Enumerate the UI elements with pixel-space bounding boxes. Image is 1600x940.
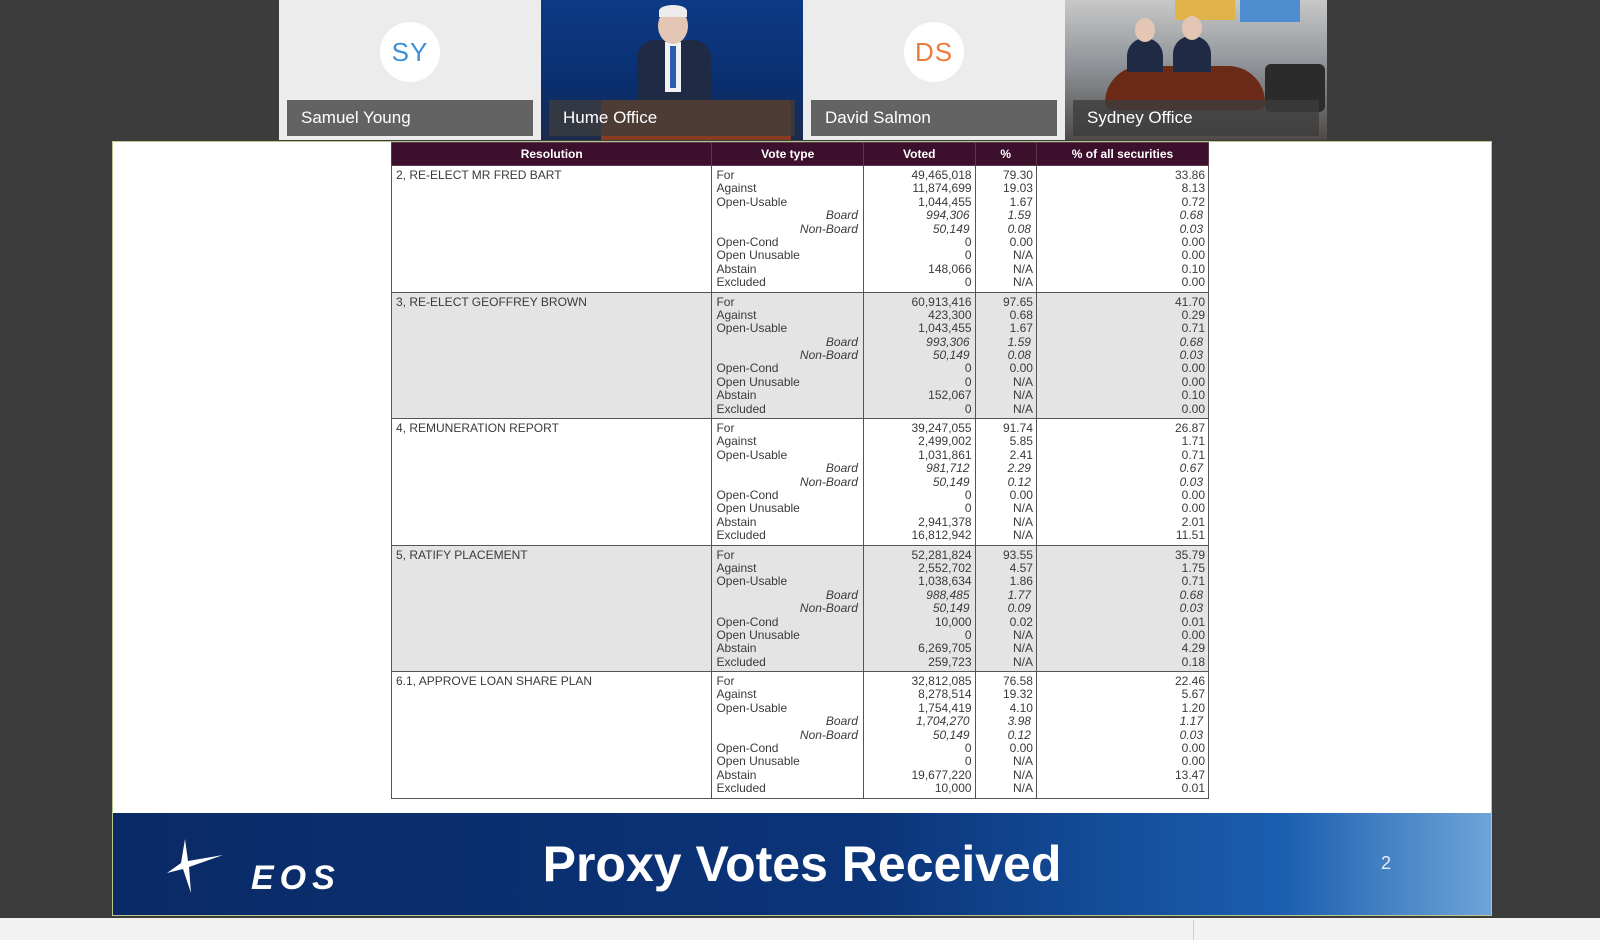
vote-type-cell-value: Non-Board	[799, 475, 858, 489]
percent-all-cell-value: 4.29	[1181, 642, 1205, 656]
slide-title: Proxy Votes Received	[542, 836, 1062, 892]
percent-cell-value: 0.00	[1009, 742, 1033, 756]
percent-cell-value: 0.68	[1009, 308, 1033, 322]
percent-all-cell	[1036, 292, 1208, 419]
percent-cell-value: 79.30	[1002, 169, 1033, 182]
voted-cell-value: 0	[964, 755, 972, 769]
vote-type-cell-value: Open-Cond	[716, 488, 779, 502]
voted-cell-value: 1,043,455	[918, 322, 972, 336]
percent-all-cell-value: 26.87	[1174, 422, 1205, 436]
vote-type-cell-value: For	[716, 422, 735, 436]
vote-type-cell-value: Against	[716, 435, 757, 449]
vote-type-cell-value: Open Unusable	[716, 628, 800, 642]
voted-cell-value: 0	[964, 742, 972, 756]
voted-cell-value: 0	[964, 276, 972, 290]
vote-type-cell-value: Open-Usable	[716, 701, 788, 715]
vote-type-cell-value: Abstain	[716, 642, 757, 656]
vote-type-cell-value: Against	[716, 688, 757, 702]
vote-type-cell-value: Non-Board	[799, 222, 858, 236]
percent-all-cell-value: 0.00	[1181, 362, 1205, 376]
resolution-name: 2, RE-ELECT MR FRED BART	[396, 168, 562, 182]
vote-type-cell-value: Board	[825, 715, 858, 729]
avatar: SY	[380, 22, 440, 82]
participant-tile-hume-office[interactable]	[541, 0, 803, 140]
voted-cell-value: 423,300	[928, 308, 972, 322]
vote-type-cell-value: Abstain	[716, 768, 757, 782]
proxy-votes-table	[391, 142, 1209, 799]
percent-cell-value: 76.58	[1002, 675, 1033, 689]
table-body	[392, 166, 1209, 799]
participant-tile-sydney-office[interactable]	[1065, 0, 1327, 140]
participant-tile-david-salmon[interactable]	[803, 0, 1065, 140]
column-header-vote-type: Vote type	[712, 143, 864, 166]
voted-cell-value: 50,149	[932, 349, 970, 363]
vote-type-cell-value: Open-Usable	[716, 575, 788, 589]
voted-cell-value: 50,149	[932, 602, 970, 616]
percent-all-cell-value: 0.00	[1181, 628, 1205, 642]
percent-all-cell-value: 0.72	[1181, 195, 1205, 209]
percent-all-cell-value: 0.71	[1181, 448, 1205, 462]
voted-cell-value: 1,044,455	[918, 195, 972, 209]
percent-all-cell-value: 0.00	[1181, 755, 1205, 769]
vote-type-cell-value: For	[716, 169, 735, 182]
percent-cell-value: 1.59	[1007, 335, 1031, 349]
participant-name: Hume Office	[549, 100, 795, 136]
voted-cell-value: 39,247,055	[911, 422, 972, 436]
percent-all-cell-value: 0.03	[1179, 349, 1203, 363]
slide-banner	[113, 813, 1491, 915]
table-row	[392, 166, 1209, 293]
voted-cell-value: 16,812,942	[911, 529, 972, 543]
percent-all-cell-value: 0.00	[1181, 502, 1205, 516]
percent-all-cell-value: 0.68	[1179, 209, 1203, 223]
percent-cell-value: N/A	[1012, 249, 1033, 263]
voted-cell-value: 52,281,824	[911, 548, 972, 562]
percent-cell-value: 93.55	[1002, 548, 1033, 562]
vote-type-cell-value: For	[716, 548, 735, 562]
percent-all-cell-value: 33.86	[1174, 169, 1205, 182]
voted-cell-value: 0	[964, 628, 972, 642]
column-header-percent: %	[975, 143, 1036, 166]
vote-type-cell-value: Abstain	[716, 515, 757, 529]
vote-type-cell-value: Against	[716, 182, 757, 196]
percent-cell	[975, 166, 1036, 293]
voted-cell-value: 32,812,085	[911, 675, 972, 689]
vote-type-cell-value: Excluded	[716, 402, 766, 416]
percent-cell-value: 0.00	[1009, 362, 1033, 376]
voted-cell-value: 259,723	[928, 655, 972, 669]
percent-cell-value: 19.32	[1002, 688, 1033, 702]
percent-all-cell-value: 0.03	[1179, 222, 1203, 236]
percent-cell-value: 19.03	[1002, 182, 1033, 196]
voted-cell-value: 993,306	[926, 335, 970, 349]
table-row	[392, 672, 1209, 799]
vote-type-cell-value: Open-Usable	[716, 322, 788, 336]
voted-cell-value: 0	[964, 235, 972, 249]
percent-all-cell-value: 0.00	[1181, 276, 1205, 290]
percent-all-cell-value: 0.67	[1179, 462, 1203, 476]
voted-cell-value: 988,485	[926, 588, 970, 602]
bottom-toolbar	[0, 918, 1600, 940]
vote-type-cell-value: Abstain	[716, 262, 757, 276]
percent-all-cell-value: 22.46	[1174, 675, 1205, 689]
vote-type-cell-value: Open-Cond	[716, 362, 779, 376]
resolution-cell	[392, 545, 712, 672]
percent-all-cell-value: 0.00	[1181, 235, 1205, 249]
vote-type-cell-value: Excluded	[716, 782, 766, 796]
percent-all-cell	[1036, 419, 1208, 546]
percent-cell-value: N/A	[1012, 276, 1033, 290]
divider	[1193, 920, 1194, 940]
voted-cell-value: 1,031,861	[918, 448, 972, 462]
voted-cell-value: 50,149	[932, 475, 970, 489]
voted-cell-value: 1,704,270	[916, 715, 970, 729]
voted-cell-value: 994,306	[926, 209, 970, 223]
percent-cell-value: N/A	[1012, 628, 1033, 642]
percent-all-cell-value: 2.01	[1181, 515, 1205, 529]
percent-all-cell-value: 1.71	[1181, 435, 1205, 449]
table-header-row	[392, 143, 1209, 166]
resolution-cell	[392, 419, 712, 546]
percent-cell-value: N/A	[1012, 655, 1033, 669]
resolution-name: 3, RE-ELECT GEOFFREY BROWN	[396, 294, 587, 309]
participant-tile-samuel-young[interactable]	[279, 0, 541, 140]
percent-cell-value: 91.74	[1002, 422, 1033, 436]
vote-type-cell-value: Non-Board	[799, 349, 858, 363]
percent-all-cell-value: 0.68	[1179, 588, 1203, 602]
vote-type-cell-value: Open Unusable	[716, 249, 800, 263]
voted-cell-value: 6,269,705	[918, 642, 972, 656]
percent-cell-value: N/A	[1012, 782, 1033, 796]
percent-all-cell-value: 0.68	[1179, 335, 1203, 349]
percent-cell-value: 4.10	[1009, 701, 1033, 715]
percent-cell-value: 1.86	[1009, 575, 1033, 589]
vote-type-cell	[712, 419, 864, 546]
vote-type-cell-value: Open-Usable	[716, 195, 788, 209]
voted-cell-value: 10,000	[934, 782, 972, 796]
page-number: 2	[1380, 853, 1391, 873]
percent-all-cell-value: 13.47	[1174, 768, 1205, 782]
percent-cell-value: 5.85	[1009, 435, 1033, 449]
table-row	[392, 419, 1209, 546]
percent-cell-value: 1.77	[1007, 588, 1031, 602]
percent-cell	[975, 419, 1036, 546]
percent-cell-value: 1.67	[1009, 195, 1033, 209]
vote-type-cell-value: Non-Board	[799, 728, 858, 742]
percent-all-cell-value: 1.17	[1179, 715, 1203, 729]
percent-cell-value: 0.12	[1007, 475, 1031, 489]
percent-all-cell	[1036, 545, 1208, 672]
voted-cell-value: 2,552,702	[918, 561, 972, 575]
percent-all-cell-value: 0.29	[1181, 308, 1205, 322]
percent-cell-value: N/A	[1012, 402, 1033, 416]
resolution-name: 6.1, APPROVE LOAN SHARE PLAN	[396, 674, 593, 689]
percent-all-cell-value: 1.20	[1181, 701, 1205, 715]
percent-cell-value: N/A	[1012, 529, 1033, 543]
vote-type-cell-value: For	[716, 295, 735, 309]
percent-cell-value: 0.09	[1007, 602, 1031, 616]
percent-cell	[975, 545, 1036, 672]
voted-cell-value: 50,149	[932, 728, 970, 742]
voted-cell-value: 11,874,699	[912, 182, 972, 196]
vote-type-cell-value: Open-Cond	[716, 235, 779, 249]
percent-cell-value: N/A	[1012, 389, 1033, 403]
vote-type-cell-value: Excluded	[716, 276, 766, 290]
resolution-cell	[392, 672, 712, 799]
percent-cell-value: N/A	[1012, 502, 1033, 516]
percent-all-cell-value: 41.70	[1174, 295, 1205, 309]
percent-cell-value: 0.12	[1007, 728, 1031, 742]
voted-cell	[863, 419, 975, 546]
vote-type-cell	[712, 545, 864, 672]
percent-all-cell-value: 0.71	[1181, 575, 1205, 589]
percent-all-cell-value: 0.00	[1181, 375, 1205, 389]
percent-cell-value: N/A	[1012, 755, 1033, 769]
percent-all-cell-value: 0.18	[1181, 655, 1205, 669]
percent-cell-value: N/A	[1012, 375, 1033, 389]
vote-type-cell-value: Open-Cond	[716, 742, 779, 756]
percent-cell-value: N/A	[1012, 768, 1033, 782]
vote-type-cell-value: Against	[716, 561, 757, 575]
column-header-resolution: Resolution	[392, 143, 712, 166]
percent-all-cell-value: 0.01	[1181, 782, 1205, 796]
percent-all-cell-value: 0.03	[1179, 602, 1203, 616]
percent-all-cell-value: 8.13	[1181, 182, 1205, 196]
voted-cell-value: 1,038,634	[918, 575, 972, 589]
participant-name: Sydney Office	[1073, 100, 1319, 136]
percent-all-cell-value: 0.00	[1181, 742, 1205, 756]
resolution-name: 5, RATIFY PLACEMENT	[396, 547, 528, 562]
vote-type-cell-value: Open-Usable	[716, 448, 788, 462]
avatar: DS	[904, 22, 964, 82]
vote-type-cell-value: Board	[825, 588, 858, 602]
percent-all-cell	[1036, 672, 1208, 799]
voted-cell	[863, 545, 975, 672]
percent-cell-value: 0.00	[1009, 235, 1033, 249]
percent-cell	[975, 672, 1036, 799]
percent-all-cell-value: 11.51	[1175, 529, 1205, 543]
table-row	[392, 545, 1209, 672]
vote-type-cell-value: Open-Cond	[716, 615, 779, 629]
participant-name: David Salmon	[811, 100, 1057, 136]
voted-cell-value: 19,677,220	[911, 768, 972, 782]
voted-cell-value: 0	[964, 375, 972, 389]
percent-all-cell-value: 0.00	[1181, 402, 1205, 416]
vote-type-cell-value: Open Unusable	[716, 375, 800, 389]
percent-cell-value: 4.57	[1009, 561, 1033, 575]
percent-all-cell-value: 0.03	[1179, 475, 1203, 489]
percent-cell-value: 0.00	[1009, 488, 1033, 502]
voted-cell-value: 1,754,419	[918, 701, 972, 715]
percent-cell-value: 2.41	[1009, 448, 1033, 462]
voted-cell-value: 0	[964, 502, 972, 516]
vote-type-cell	[712, 672, 864, 799]
participant-name: Samuel Young	[287, 100, 533, 136]
vote-type-cell	[712, 166, 864, 293]
column-header-percent-all-securities: % of all securities	[1036, 143, 1208, 166]
percent-cell-value: N/A	[1012, 262, 1033, 276]
percent-cell	[975, 292, 1036, 419]
voted-cell	[863, 672, 975, 799]
voted-cell-value: 981,712	[926, 462, 970, 476]
voted-cell-value: 49,465,018	[911, 169, 972, 182]
table-row	[392, 292, 1209, 419]
voted-cell	[863, 166, 975, 293]
percent-all-cell-value: 0.10	[1181, 389, 1205, 403]
percent-cell-value: N/A	[1012, 642, 1033, 656]
resolution-cell	[392, 292, 712, 419]
percent-all-cell-value: 0.71	[1181, 322, 1205, 336]
percent-all-cell	[1036, 166, 1208, 293]
percent-cell-value: 0.08	[1007, 349, 1031, 363]
vote-type-cell-value: Open Unusable	[716, 502, 800, 516]
percent-cell-value: 97.65	[1002, 295, 1033, 309]
percent-cell-value: 1.59	[1007, 209, 1031, 223]
voted-cell-value: 0	[964, 488, 972, 502]
voted-cell-value: 10,000	[934, 615, 972, 629]
voted-cell-value: 8,278,514	[918, 688, 972, 702]
vote-type-cell-value: For	[716, 675, 735, 689]
percent-all-cell-value: 5.67	[1181, 688, 1205, 702]
voted-cell	[863, 292, 975, 419]
percent-cell-value: 0.02	[1009, 615, 1033, 629]
vote-type-cell-value: Open Unusable	[716, 755, 800, 769]
logo-text: EOS	[251, 859, 341, 897]
vote-type-cell-value: Abstain	[716, 389, 757, 403]
percent-all-cell-value: 0.01	[1181, 615, 1205, 629]
vote-type-cell-value: Board	[825, 462, 858, 476]
percent-cell-value: 0.08	[1007, 222, 1031, 236]
vote-type-cell-value: Board	[825, 335, 858, 349]
vote-type-cell-value: Non-Board	[799, 602, 858, 616]
vote-type-cell	[712, 292, 864, 419]
percent-all-cell-value: 0.03	[1179, 728, 1203, 742]
voted-cell-value: 152,067	[928, 389, 972, 403]
percent-all-cell-value: 0.00	[1181, 249, 1205, 263]
percent-cell-value: 2.29	[1007, 462, 1031, 476]
resolution-name: 4, REMUNERATION REPORT	[396, 421, 559, 436]
presentation-slide	[112, 141, 1492, 916]
voted-cell-value: 0	[964, 249, 972, 263]
voted-cell-value: 2,499,002	[918, 435, 972, 449]
percent-cell-value: 3.98	[1007, 715, 1031, 729]
voted-cell-value: 60,913,416	[911, 295, 972, 309]
vote-type-cell-value: Excluded	[716, 655, 766, 669]
percent-all-cell-value: 0.00	[1181, 488, 1205, 502]
vote-type-cell-value: Excluded	[716, 529, 766, 543]
percent-cell-value: 1.67	[1009, 322, 1033, 336]
voted-cell-value: 50,149	[932, 222, 970, 236]
vote-type-cell-value: Board	[825, 209, 858, 223]
vote-type-cell-value: Against	[716, 308, 757, 322]
voted-cell-value: 0	[964, 402, 972, 416]
percent-all-cell-value: 0.10	[1181, 262, 1205, 276]
voted-cell-value: 2,941,378	[918, 515, 972, 529]
column-header-voted: Voted	[863, 143, 975, 166]
percent-all-cell-value: 1.75	[1181, 561, 1205, 575]
resolution-cell	[392, 166, 712, 293]
voted-cell-value: 148,066	[928, 262, 972, 276]
percent-all-cell-value: 35.79	[1174, 548, 1205, 562]
voted-cell-value: 0	[964, 362, 972, 376]
percent-cell-value: N/A	[1012, 515, 1033, 529]
